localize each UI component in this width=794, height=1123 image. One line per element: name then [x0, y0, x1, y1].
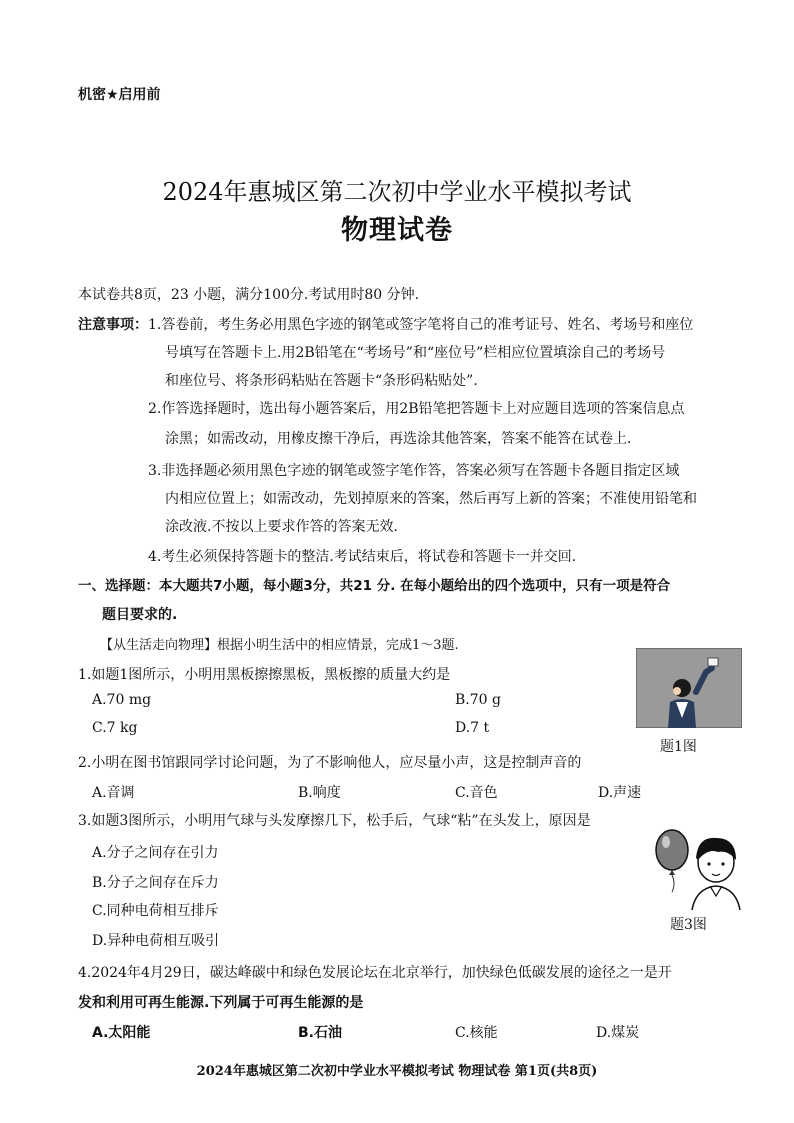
note-1-line-2: 号填写在答题卡上.用2B铅笔在“考场号”和“座位号”栏相应位置填涂自己的考场号 — [165, 345, 666, 361]
note-3-line-3: 涂改液.不按以上要求作答的答案无效. — [165, 519, 398, 535]
balloon-icon — [656, 830, 688, 870]
exam-title: 2024年惠城区第二次初中学业水平模拟考试 — [162, 178, 632, 206]
page-footer: 2024年惠城区第二次初中学业水平模拟考试 物理试卷 第1页(共8页) — [196, 1064, 598, 1079]
question-2-stem: 2.小明在图书馆跟同学讨论问题，为了不影响他人，应尽量小声，这是控制声音的 — [78, 755, 582, 771]
section-1-heading-cont: 题目要求的. — [102, 607, 178, 623]
note-2-line-2: 涂黑；如需改动，用橡皮擦干净后，再选涂其他答案，答案不能答在试卷上. — [165, 431, 632, 447]
question-4-option-c: C.核能 — [455, 1025, 498, 1041]
note-3-line-1: 3.非选择题必须用黑色字迹的钢笔或签字笔作答，答案必须写在答题卡各题目指定区域 — [148, 463, 680, 479]
question-3-stem: 3.如题3图所示，小明用气球与头发摩擦几下，松手后，气球“粘”在头发上，原因是 — [78, 813, 591, 829]
eraser-icon — [708, 658, 718, 666]
note-1-line-3: 和座位号、将条形码粘贴在答题卡“条形码粘贴处”. — [165, 373, 478, 389]
exam-subtitle: 物理试卷 — [341, 215, 453, 246]
question-1-option-d: D.7 t — [455, 720, 490, 736]
question-3-option-a: A.分子之间存在引力 — [92, 845, 219, 861]
question-2-option-b: B.响度 — [298, 785, 341, 801]
question-2-option-a: A.音调 — [92, 785, 135, 801]
confidential-label: 机密★启用前 — [78, 87, 161, 103]
question-2-option-c: C.音色 — [455, 785, 498, 801]
question-4-stem-line-1: 4.2024年4月29日，碳达峰碳中和绿色发展论坛在北京举行，加快绿色低碳发展的途径之一是开 — [78, 965, 672, 981]
notes-label: 注意事项： — [78, 317, 148, 333]
question-1-option-a: A.70 mg — [92, 692, 152, 708]
question-1-figure — [636, 648, 742, 728]
note-1-line-1: 1.答卷前，考生务必用黑色字迹的钢笔或签字笔将自己的准考证号、姓名、考场号和座位 — [148, 317, 694, 333]
question-4-stem-line-2: 发和利用可再生能源.下列属于可再生能源的是 — [78, 995, 364, 1011]
question-1-option-b: B.70 g — [455, 692, 501, 708]
note-3-line-2: 内相应位置上；如需改动，先划掉原来的答案，然后再写上新的答案；不准使用铅笔和 — [165, 491, 697, 507]
question-4-option-a: A.太阳能 — [92, 1025, 151, 1041]
question-1-figure-caption: 题1图 — [660, 739, 697, 755]
question-3-option-d: D.异种电荷相互吸引 — [92, 933, 220, 949]
note-2-line-1: 2.作答选择题时，选出每小题答案后，用2B铅笔把答题卡上对应题目选项的答案信息点 — [148, 401, 685, 417]
question-3-option-b: B.分子之间存在斥力 — [92, 875, 219, 891]
note-4-line-1: 4.考生必须保持答题卡的整洁.考试结束后，将试卷和答题卡一并交回. — [148, 549, 577, 565]
question-4-option-d: D.煤炭 — [596, 1025, 640, 1041]
section-1-heading: 一、选择题：本大题共7小题，每小题3分，共21 分. 在每小题给出的四个选项中，只有一项是符合 — [78, 578, 671, 594]
question-3-figure — [652, 822, 746, 910]
question-3-option-c: C.同种电荷相互排斥 — [92, 903, 219, 919]
scenario-intro: 【从生活走向物理】根据小明生活中的相应情景，完成1～3题. — [100, 638, 459, 653]
question-2-option-d: D.声速 — [598, 785, 642, 801]
exam-intro: 本试卷共8页，23 小题，满分100分.考试用时80 分钟. — [78, 287, 420, 303]
question-3-figure-caption: 题3图 — [670, 917, 707, 933]
question-4-option-b: B.石油 — [298, 1025, 342, 1041]
question-1-option-c: C.7 kg — [92, 720, 138, 736]
question-1-stem: 1.如题1图所示，小明用黑板擦擦黑板，黑板擦的质量大约是 — [78, 667, 451, 683]
